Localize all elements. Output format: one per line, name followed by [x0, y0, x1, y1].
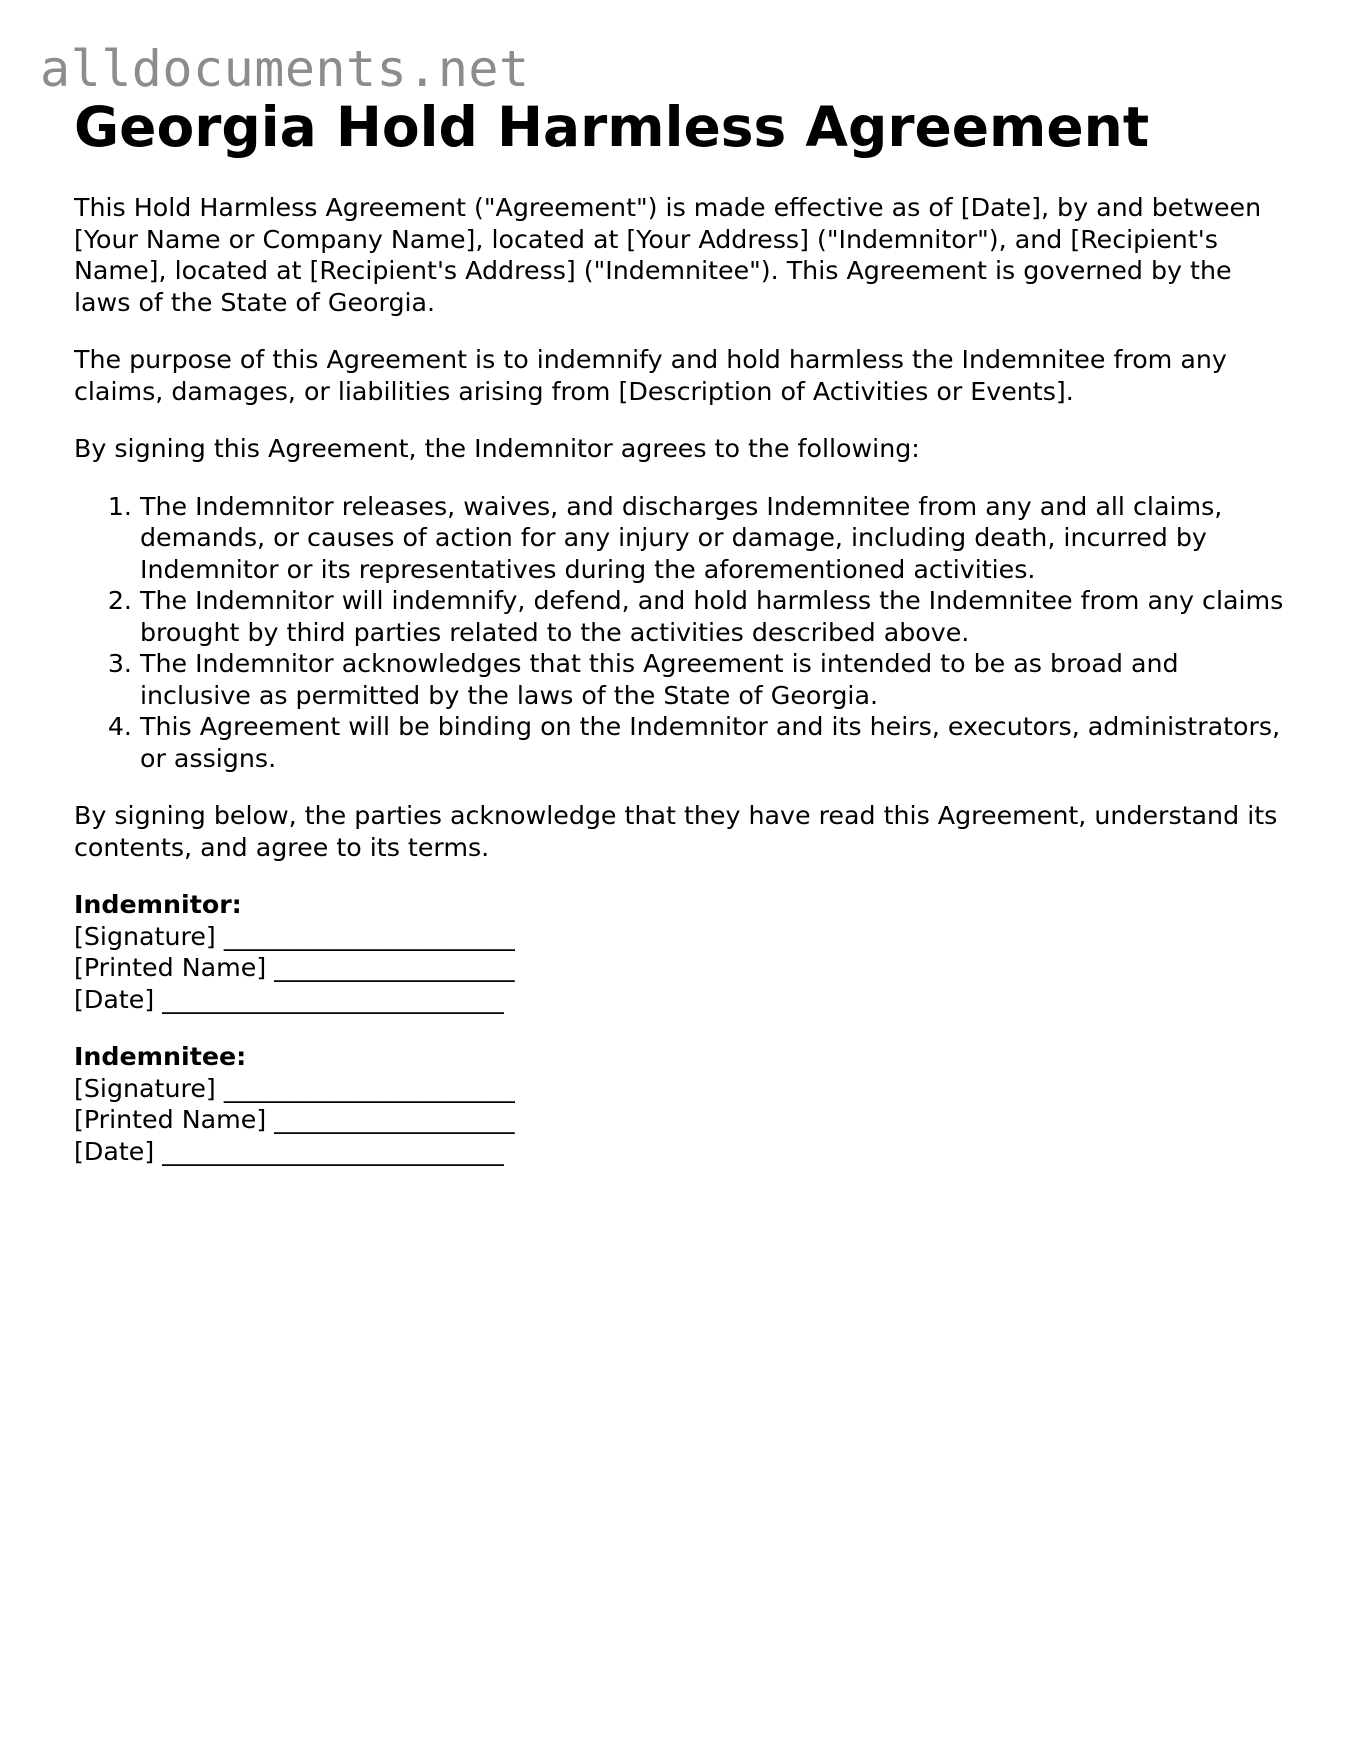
indemnitee-printed-name-line: [Printed Name] ___________________: [74, 1105, 515, 1134]
indemnitor-date-line: [Date] ___________________________: [74, 984, 504, 1014]
indemnitor-heading: Indemnitor:: [74, 890, 242, 919]
purpose-paragraph: The purpose of this Agreement is to indemnify and hold harmless the Indemnitee from any claims, damages, or liabilities arising from [Description of Activities or Events].: [74, 345, 1227, 406]
indemnitee-signature-block: [74, 1041, 1294, 1167]
terms-list: [74, 491, 1294, 775]
list-item: 4. This Agreement will be binding on the Indemnitor and its heirs, executors, administrators, or assigns.: [140, 711, 1294, 774]
indemnitor-signature-line: [Signature] _______________________: [74, 921, 515, 951]
indemnitee-heading: Indemnitee:: [74, 1042, 247, 1071]
watermark: alldocuments.net: [40, 40, 530, 98]
indemnitor-printed-name-line: [Printed Name] ___________________: [74, 953, 515, 982]
list-item: 3. The Indemnitor acknowledges that this Agreement is intended to be as broad and inclusive as permitted by the laws of the State of Georgia.: [140, 648, 1294, 711]
indemnitor-signature-block: [74, 889, 1294, 1015]
closing-paragraph: By signing below, the parties acknowledge that they have read this Agreement, understand its contents, and agree to its terms.: [74, 801, 1278, 862]
document-page: [74, 94, 1294, 1167]
lead-in-paragraph: By signing this Agreement, the Indemnitor agrees to the following:: [74, 434, 920, 463]
document-title: Georgia Hold Harmless Agreement: [74, 95, 1150, 159]
list-item: 2. The Indemnitor will indemnify, defend, and hold harmless the Indemnitee from any claims brought by third parties related to the activities described above.: [140, 585, 1294, 648]
list-item: 1. The Indemnitor releases, waives, and discharges Indemnitee from any and all claims, demands, or causes of action for any injury or damage, including death, incurred by Indemnitor or its representatives during the aforementioned activities.: [140, 491, 1294, 586]
indemnitee-signature-line: [Signature] _______________________: [74, 1073, 515, 1103]
indemnitee-date-line: [Date] ___________________________: [74, 1136, 504, 1166]
intro-paragraph: This Hold Harmless Agreement ("Agreement") is made effective as of [Date], by and between [Your Name or Company Name], located at [Your Address] ("Indemnitor"), and [Recipient's Name], located at [Recipient's Address] ("Indemnitee"). This Agreement is governed by the laws of the State of Georgia.: [74, 193, 1262, 317]
